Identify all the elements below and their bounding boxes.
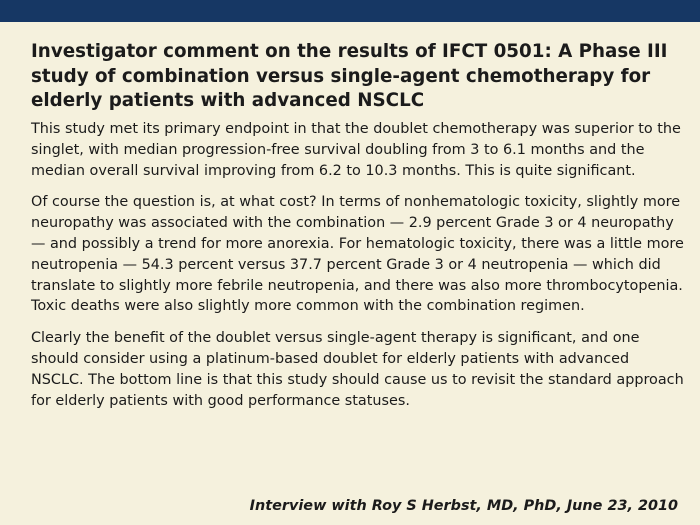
paragraph-efficacy: This study met its primary endpoint in that the doublet chemotherapy was superior to the singlet, with median progression-free survival doubling from 3 to 6.1 months and the median overall survival improving from 6.2 to 10.3 months. This is quite significant.: [31, 121, 681, 179]
slide-body: [31, 119, 686, 422]
slide-title: Investigator comment on the results of IFCT 0501: A Phase III study of combination versus single-agent chemotherapy for elderly patients with advanced NSCLC: [31, 41, 668, 111]
interview-citation: Interview with Roy S Herbst, MD, PhD, June 23, 2010: [249, 498, 678, 514]
paragraph-conclusion: Clearly the benefit of the doublet versus single-agent therapy is significant, and one should consider using a platinum-based doublet for elderly patients with advanced NSCLC. The bottom line is that this study should cause us to revisit the standard approach for elderly patients with good performance statuses.: [31, 330, 684, 409]
top-banner-bar: [0, 0, 700, 22]
paragraph-toxicity: Of course the question is, at what cost? In terms of nonhematologic toxicity, slightly more neuropathy was associated with the combination — 2.9 percent Grade 3 or 4 neuropathy — and possibly a trend for more anorexia. For hematologic toxicity, there was a little more neutropenia — 54.3 percent versus 37.7 percent Grade 3 or 4 neutropenia — which did translate to slightly more febrile neutropenia, and there was also more thrombocytopenia. Toxic deaths were also slightly more common with the combination regimen.: [31, 194, 684, 315]
